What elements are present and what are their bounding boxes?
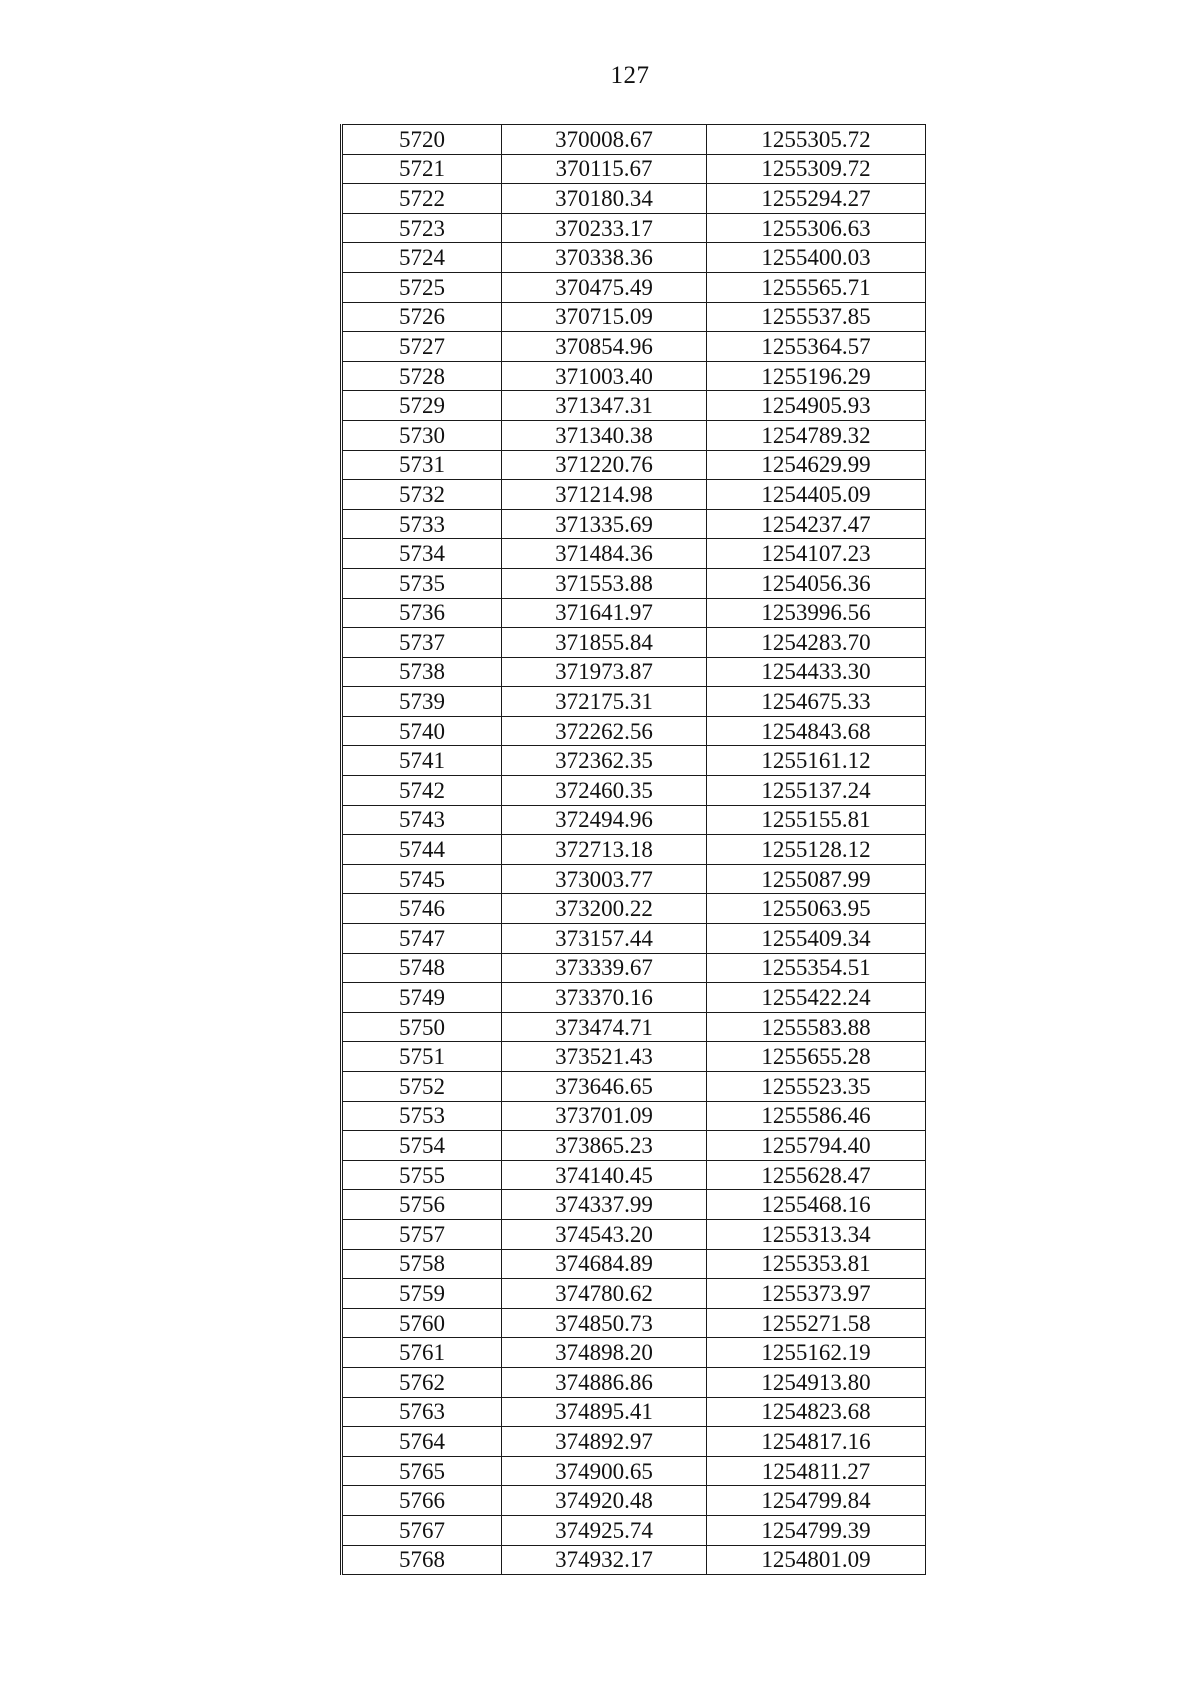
table-row [342, 776, 926, 806]
x-coordinate-cell: 374337.99 [502, 1190, 707, 1220]
point-number-cell: 5761 [342, 1338, 502, 1368]
y-coordinate-cell: 1255468.16 [707, 1190, 926, 1220]
table-row [342, 480, 926, 510]
point-number-cell: 5765 [342, 1456, 502, 1486]
y-coordinate-cell: 1255409.34 [707, 924, 926, 954]
point-number-cell: 5759 [342, 1279, 502, 1309]
point-number-cell: 5743 [342, 805, 502, 835]
x-coordinate-cell: 372460.35 [502, 776, 707, 806]
table-row [342, 953, 926, 983]
y-coordinate-cell: 1254817.16 [707, 1427, 926, 1457]
table-row [342, 1308, 926, 1338]
point-number-cell: 5736 [342, 598, 502, 628]
point-number-cell: 5752 [342, 1072, 502, 1102]
point-number-cell: 5720 [342, 125, 502, 155]
x-coordinate-cell: 374780.62 [502, 1279, 707, 1309]
x-coordinate-cell: 370115.67 [502, 154, 707, 184]
x-coordinate-cell: 374925.74 [502, 1515, 707, 1545]
y-coordinate-cell: 1254843.68 [707, 716, 926, 746]
point-number-cell: 5754 [342, 1131, 502, 1161]
table-row [342, 332, 926, 362]
point-number-cell: 5745 [342, 864, 502, 894]
y-coordinate-cell: 1254283.70 [707, 628, 926, 658]
x-coordinate-cell: 374886.86 [502, 1367, 707, 1397]
y-coordinate-cell: 1255400.03 [707, 243, 926, 273]
x-coordinate-cell: 373701.09 [502, 1101, 707, 1131]
x-coordinate-cell: 372713.18 [502, 835, 707, 865]
table-row [342, 746, 926, 776]
y-coordinate-cell: 1255306.63 [707, 213, 926, 243]
x-coordinate-cell: 371003.40 [502, 361, 707, 391]
x-coordinate-cell: 370008.67 [502, 125, 707, 155]
point-number-cell: 5748 [342, 953, 502, 983]
table-row [342, 657, 926, 687]
point-number-cell: 5757 [342, 1219, 502, 1249]
y-coordinate-cell: 1254913.80 [707, 1367, 926, 1397]
table-row [342, 1249, 926, 1279]
y-coordinate-cell: 1254823.68 [707, 1397, 926, 1427]
table-row [342, 598, 926, 628]
table-row [342, 1160, 926, 1190]
x-coordinate-cell: 370854.96 [502, 332, 707, 362]
x-coordinate-cell: 373200.22 [502, 894, 707, 924]
point-number-cell: 5732 [342, 480, 502, 510]
table-row [342, 835, 926, 865]
y-coordinate-cell: 1254107.23 [707, 539, 926, 569]
table-row [342, 125, 926, 155]
x-coordinate-cell: 370180.34 [502, 184, 707, 214]
x-coordinate-cell: 371214.98 [502, 480, 707, 510]
point-number-cell: 5764 [342, 1427, 502, 1457]
point-number-cell: 5750 [342, 1012, 502, 1042]
point-number-cell: 5731 [342, 450, 502, 480]
point-number-cell: 5727 [342, 332, 502, 362]
y-coordinate-cell: 1254811.27 [707, 1456, 926, 1486]
table-row [342, 568, 926, 598]
y-coordinate-cell: 1254405.09 [707, 480, 926, 510]
table-row [342, 1367, 926, 1397]
point-number-cell: 5766 [342, 1486, 502, 1516]
x-coordinate-cell: 373646.65 [502, 1072, 707, 1102]
table-row [342, 805, 926, 835]
point-number-cell: 5738 [342, 657, 502, 687]
y-coordinate-cell: 1254801.09 [707, 1545, 926, 1575]
table-row [342, 716, 926, 746]
x-coordinate-cell: 374920.48 [502, 1486, 707, 1516]
table-row [342, 154, 926, 184]
y-coordinate-cell: 1255353.81 [707, 1249, 926, 1279]
table-row [342, 1338, 926, 1368]
point-number-cell: 5753 [342, 1101, 502, 1131]
page-number: 127 [610, 62, 650, 89]
table-row [342, 272, 926, 302]
x-coordinate-cell: 373370.16 [502, 983, 707, 1013]
x-coordinate-cell: 374898.20 [502, 1338, 707, 1368]
table-row [342, 924, 926, 954]
point-number-cell: 5749 [342, 983, 502, 1013]
y-coordinate-cell: 1255422.24 [707, 983, 926, 1013]
table-row [342, 213, 926, 243]
point-number-cell: 5723 [342, 213, 502, 243]
y-coordinate-cell: 1255309.72 [707, 154, 926, 184]
point-number-cell: 5740 [342, 716, 502, 746]
x-coordinate-cell: 374140.45 [502, 1160, 707, 1190]
point-number-cell: 5733 [342, 509, 502, 539]
table-row [342, 1486, 926, 1516]
table-row [342, 391, 926, 421]
point-number-cell: 5739 [342, 687, 502, 717]
point-number-cell: 5742 [342, 776, 502, 806]
x-coordinate-cell: 371335.69 [502, 509, 707, 539]
y-coordinate-cell: 1255628.47 [707, 1160, 926, 1190]
x-coordinate-cell: 373157.44 [502, 924, 707, 954]
x-coordinate-cell: 371220.76 [502, 450, 707, 480]
point-number-cell: 5734 [342, 539, 502, 569]
y-coordinate-cell: 1255583.88 [707, 1012, 926, 1042]
x-coordinate-cell: 370338.36 [502, 243, 707, 273]
point-number-cell: 5728 [342, 361, 502, 391]
x-coordinate-cell: 372494.96 [502, 805, 707, 835]
table-row [342, 894, 926, 924]
table-row [342, 1042, 926, 1072]
y-coordinate-cell: 1254905.93 [707, 391, 926, 421]
table-row [342, 1397, 926, 1427]
table-row [342, 1101, 926, 1131]
point-number-cell: 5744 [342, 835, 502, 865]
point-number-cell: 5760 [342, 1308, 502, 1338]
x-coordinate-cell: 374543.20 [502, 1219, 707, 1249]
point-number-cell: 5735 [342, 568, 502, 598]
table-row [342, 628, 926, 658]
point-number-cell: 5722 [342, 184, 502, 214]
table-row [342, 1515, 926, 1545]
table-row [342, 864, 926, 894]
x-coordinate-cell: 371340.38 [502, 420, 707, 450]
point-number-cell: 5721 [342, 154, 502, 184]
x-coordinate-cell: 372362.35 [502, 746, 707, 776]
y-coordinate-cell: 1254056.36 [707, 568, 926, 598]
point-number-cell: 5729 [342, 391, 502, 421]
point-number-cell: 5762 [342, 1367, 502, 1397]
table-row [342, 243, 926, 273]
y-coordinate-cell: 1255162.19 [707, 1338, 926, 1368]
x-coordinate-cell: 373521.43 [502, 1042, 707, 1072]
x-coordinate-cell: 373003.77 [502, 864, 707, 894]
x-coordinate-cell: 370475.49 [502, 272, 707, 302]
coordinates-table-body [342, 125, 926, 1575]
x-coordinate-cell: 371973.87 [502, 657, 707, 687]
point-number-cell: 5730 [342, 420, 502, 450]
x-coordinate-cell: 371553.88 [502, 568, 707, 598]
y-coordinate-cell: 1254799.39 [707, 1515, 926, 1545]
y-coordinate-cell: 1255354.51 [707, 953, 926, 983]
y-coordinate-cell: 1255128.12 [707, 835, 926, 865]
x-coordinate-cell: 371347.31 [502, 391, 707, 421]
point-number-cell: 5756 [342, 1190, 502, 1220]
y-coordinate-cell: 1254675.33 [707, 687, 926, 717]
y-coordinate-cell: 1255794.40 [707, 1131, 926, 1161]
point-number-cell: 5767 [342, 1515, 502, 1545]
x-coordinate-cell: 374850.73 [502, 1308, 707, 1338]
y-coordinate-cell: 1255137.24 [707, 776, 926, 806]
y-coordinate-cell: 1255537.85 [707, 302, 926, 332]
y-coordinate-cell: 1253996.56 [707, 598, 926, 628]
y-coordinate-cell: 1255313.34 [707, 1219, 926, 1249]
y-coordinate-cell: 1255161.12 [707, 746, 926, 776]
y-coordinate-cell: 1255373.97 [707, 1279, 926, 1309]
y-coordinate-cell: 1255155.81 [707, 805, 926, 835]
table-row [342, 1012, 926, 1042]
x-coordinate-cell: 370233.17 [502, 213, 707, 243]
x-coordinate-cell: 373865.23 [502, 1131, 707, 1161]
table-row [342, 450, 926, 480]
x-coordinate-cell: 372262.56 [502, 716, 707, 746]
x-coordinate-cell: 372175.31 [502, 687, 707, 717]
point-number-cell: 5741 [342, 746, 502, 776]
y-coordinate-cell: 1254789.32 [707, 420, 926, 450]
table-row [342, 1427, 926, 1457]
x-coordinate-cell: 371484.36 [502, 539, 707, 569]
table-row [342, 1131, 926, 1161]
y-coordinate-cell: 1254629.99 [707, 450, 926, 480]
x-coordinate-cell: 374895.41 [502, 1397, 707, 1427]
point-number-cell: 5768 [342, 1545, 502, 1575]
x-coordinate-cell: 374684.89 [502, 1249, 707, 1279]
x-coordinate-cell: 373339.67 [502, 953, 707, 983]
x-coordinate-cell: 371855.84 [502, 628, 707, 658]
point-number-cell: 5726 [342, 302, 502, 332]
y-coordinate-cell: 1255271.58 [707, 1308, 926, 1338]
point-number-cell: 5746 [342, 894, 502, 924]
point-number-cell: 5763 [342, 1397, 502, 1427]
y-coordinate-cell: 1254799.84 [707, 1486, 926, 1516]
table-row [342, 509, 926, 539]
x-coordinate-cell: 374932.17 [502, 1545, 707, 1575]
y-coordinate-cell: 1255294.27 [707, 184, 926, 214]
point-number-cell: 5725 [342, 272, 502, 302]
point-number-cell: 5724 [342, 243, 502, 273]
point-number-cell: 5758 [342, 1249, 502, 1279]
y-coordinate-cell: 1255565.71 [707, 272, 926, 302]
y-coordinate-cell: 1255655.28 [707, 1042, 926, 1072]
table-row [342, 302, 926, 332]
point-number-cell: 5747 [342, 924, 502, 954]
x-coordinate-cell: 374900.65 [502, 1456, 707, 1486]
coordinates-table [340, 124, 926, 1575]
table-row [342, 1190, 926, 1220]
y-coordinate-cell: 1255087.99 [707, 864, 926, 894]
table-row [342, 1219, 926, 1249]
y-coordinate-cell: 1254433.30 [707, 657, 926, 687]
table-row [342, 687, 926, 717]
x-coordinate-cell: 373474.71 [502, 1012, 707, 1042]
table-row [342, 983, 926, 1013]
table-row [342, 361, 926, 391]
x-coordinate-cell: 370715.09 [502, 302, 707, 332]
point-number-cell: 5751 [342, 1042, 502, 1072]
point-number-cell: 5737 [342, 628, 502, 658]
y-coordinate-cell: 1255364.57 [707, 332, 926, 362]
table-row [342, 420, 926, 450]
table-row [342, 1279, 926, 1309]
table-row [342, 1545, 926, 1575]
y-coordinate-cell: 1255523.35 [707, 1072, 926, 1102]
table-row [342, 1072, 926, 1102]
y-coordinate-cell: 1255063.95 [707, 894, 926, 924]
point-number-cell: 5755 [342, 1160, 502, 1190]
x-coordinate-cell: 374892.97 [502, 1427, 707, 1457]
y-coordinate-cell: 1255586.46 [707, 1101, 926, 1131]
y-coordinate-cell: 1255196.29 [707, 361, 926, 391]
table-row [342, 1456, 926, 1486]
table-row [342, 539, 926, 569]
y-coordinate-cell: 1254237.47 [707, 509, 926, 539]
x-coordinate-cell: 371641.97 [502, 598, 707, 628]
y-coordinate-cell: 1255305.72 [707, 125, 926, 155]
table-row [342, 184, 926, 214]
